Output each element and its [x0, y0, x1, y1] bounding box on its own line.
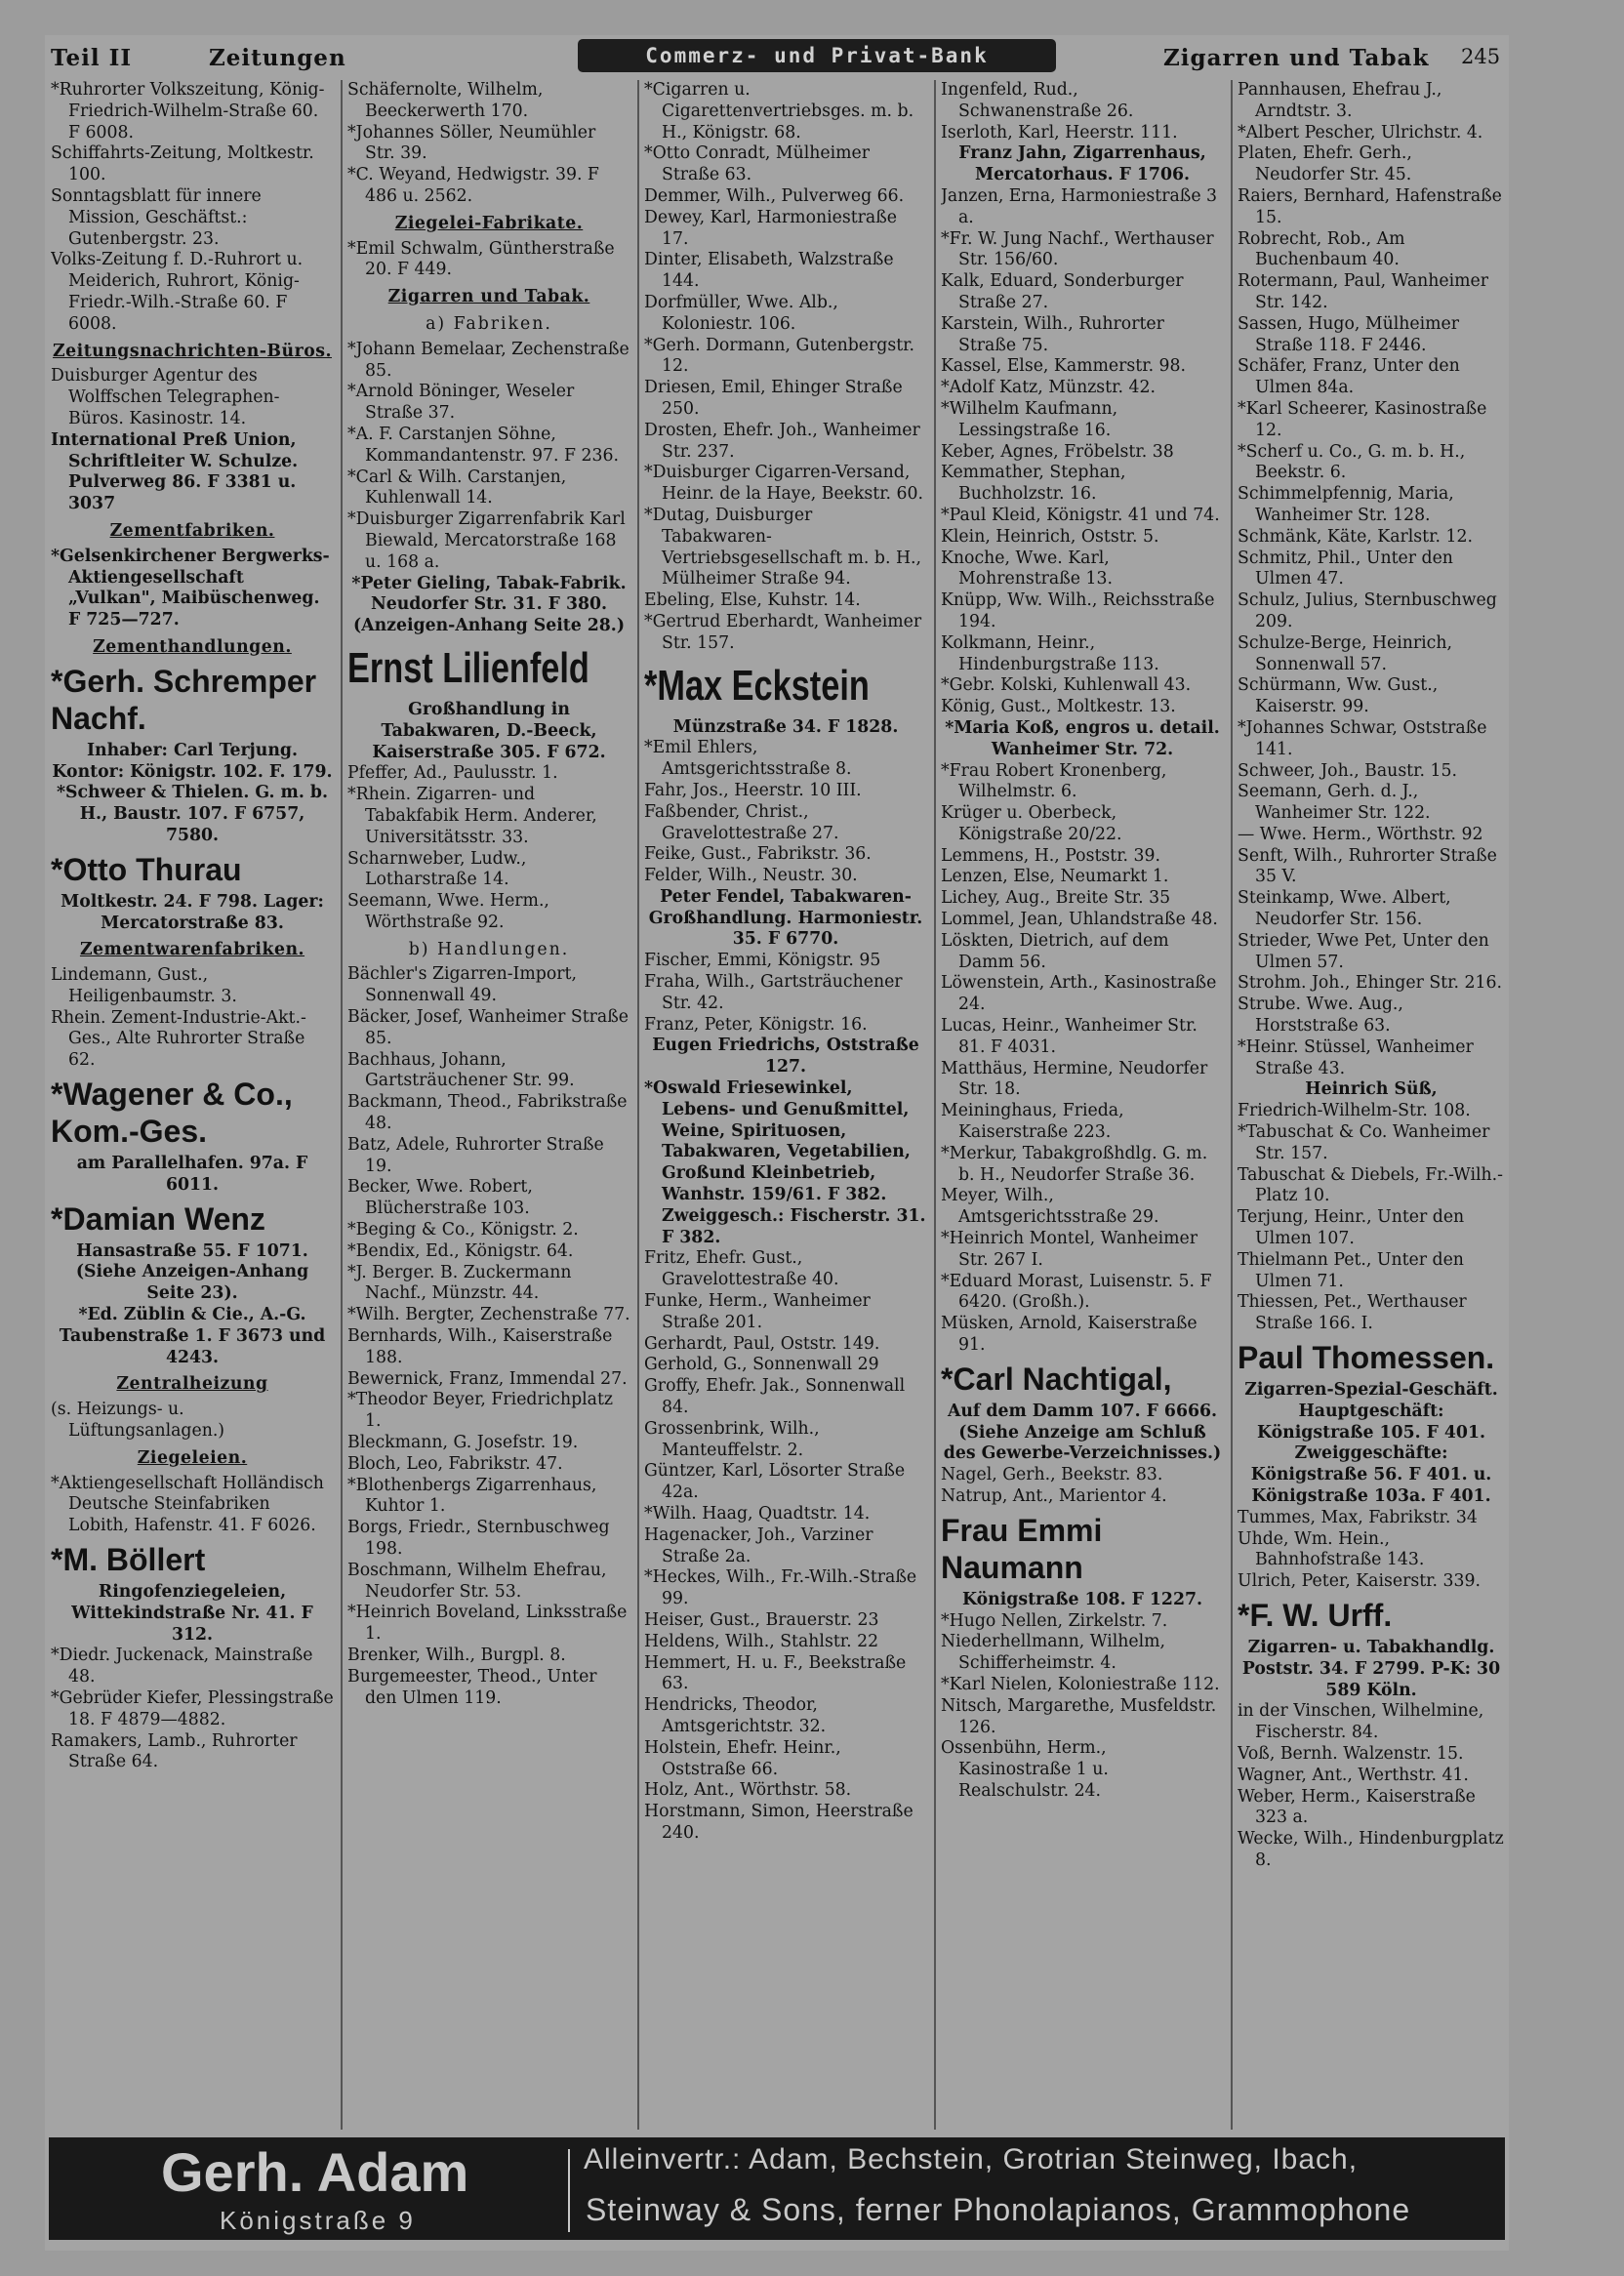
directory-entry: Nitsch, Margarethe, Musfeldstr. 126.: [941, 1695, 1217, 1737]
directory-entry: Weber, Herm., Kaiserstraße 323 a.: [1238, 1786, 1476, 1828]
directory-entry: Seemann, Wwe. Herm., Wörthstraße 92.: [347, 891, 549, 932]
directory-entry: *Bendix, Ed., Königstr. 64.: [347, 1240, 574, 1261]
directory-entry: Wecke, Wilh., Hindenburgplatz 8.: [1238, 1829, 1504, 1870]
subcategory-heading: a) Fabriken.: [426, 313, 552, 334]
directory-entry: Lucas, Heinr., Wanheimer Str. 81. F 4031.: [941, 1016, 1198, 1057]
directory-entry: Löskten, Dietrich, auf dem Damm 56.: [941, 930, 1169, 972]
directory-entry: Rotermann, Paul, Wanheimer Str. 142.: [1238, 271, 1489, 312]
directory-entry: Terjung, Heinr., Unter den Ulmen 107.: [1238, 1207, 1465, 1249]
directory-entry: *C. Weyand, Hedwigstr. 39. F 486 u. 2562.: [347, 165, 599, 206]
directory-entry: *Hugo Nellen, Zirkelstr. 7.: [941, 1610, 1168, 1631]
column-1: [51, 80, 334, 2130]
advertisement-text: Moltkestr. 24. F 798. Lager: Mercatorstraße 83.: [61, 891, 324, 933]
directory-entry: Wagner, Ant., Werthstr. 41.: [1238, 1765, 1469, 1785]
directory-entry: Boschmann, Wilhelm Ehefrau, Neudorfer Str. 53.: [347, 1560, 607, 1602]
advertisement-name: Paul Thomessen.: [1238, 1340, 1495, 1376]
category-heading: Ziegelei-Fabrikate.: [394, 213, 584, 233]
directory-entry: Schulze-Berge, Heinrich, Sonnenwall 57.: [1238, 632, 1452, 674]
directory-entry: Heldens, Wilh., Stahlstr. 22: [644, 1631, 879, 1651]
directory-entry: Schäfernolte, Wilhelm, Beeckerwerth 170.: [347, 80, 544, 121]
advertisement-text: Heinrich Süß,: [1305, 1079, 1438, 1100]
advertiser-name: Gerh. Adam: [161, 2141, 469, 2203]
directory-entry: Hemmert, H. u. F., Beekstraße 63.: [644, 1652, 907, 1694]
directory-entry: Ebeling, Else, Kuhstr. 14.: [644, 590, 861, 611]
directory-entry: Fritz, Ehefr. Gust., Gravelottestraße 40.: [644, 1248, 839, 1290]
directory-entry: Meyer, Wilh., Amtsgerichtsstraße 29.: [941, 1186, 1159, 1228]
directory-entry: *Tabuschat & Co. Wanheimer Str. 157.: [1238, 1122, 1490, 1163]
advertisement-text: Peter Fendel, Tabakwaren-Großhandlung. Harmoniestr. 35. F 6770.: [648, 886, 923, 950]
directory-entry: *Frau Robert Kronenberg, Wilhelmstr. 6.: [941, 760, 1167, 802]
directory-entry: Schiffahrts-Zeitung, Moltkestr. 100.: [51, 143, 314, 185]
section-label: Teil II: [51, 45, 133, 71]
directory-entry: König, Gust., Moltkestr. 13.: [941, 697, 1176, 717]
category-title: Zigarren und Tabak: [1163, 45, 1430, 71]
category-heading: Zeitungsnachrichten-Büros.: [53, 341, 332, 361]
directory-entry: Klein, Heinrich, Oststr. 5.: [941, 526, 1159, 547]
directory-entry: *Emil Schwalm, Güntherstraße 20. F 449.: [347, 238, 615, 280]
directory-entry: Uhde, Wm. Hein., Bahnhofstraße 143.: [1238, 1528, 1425, 1570]
advertisement-name: *Max Eckstein: [644, 661, 870, 710]
directory-entry: Strieder, Wwe Pet, Unter den Ulmen 57.: [1238, 930, 1489, 972]
directory-entry: Lommel, Jean, Uhlandstraße 48.: [941, 910, 1218, 930]
directory-entry: — Wwe. Herm., Wörthstr. 92: [1238, 824, 1483, 844]
directory-entry: Platen, Ehefr. Gerh., Neudorfer Str. 45.: [1238, 143, 1412, 185]
directory-entry: *Heinrich Boveland, Linksstraße 1.: [347, 1603, 628, 1645]
directory-entry: Tabuschat & Diebels, Fr.-Wilh.-Platz 10.: [1238, 1164, 1503, 1206]
directory-entry: Schweer, Joh., Baustr. 15.: [1238, 760, 1457, 781]
directory-entry: Fischer, Emmi, Königstr. 95: [644, 951, 881, 971]
directory-entry: Niederhellmann, Wilhelm, Schifferheimstr. 4.: [941, 1632, 1166, 1674]
directory-entry: Feike, Gust., Fabrikstr. 36.: [644, 844, 872, 865]
directory-entry: Kassel, Else, Kammerstr. 98.: [941, 356, 1187, 377]
directory-entry: *Wilhelm Kaufmann, Lessingstraße 16.: [941, 398, 1118, 440]
directory-entry: Becker, Wwe. Robert, Blücherstraße 103.: [347, 1177, 533, 1219]
directory-entry: Müsken, Arnold, Kaiserstraße 91.: [941, 1314, 1198, 1356]
advertisement-text: Ringofenziegeleien, Wittekindstraße Nr. 41. F 312.: [71, 1582, 313, 1645]
advertisement-text: *Peter Gieling, Tabak-Fabrik. Neudorfer Str. 31. F 380. (Anzeigen-Anhang Seite 28.): [351, 573, 627, 636]
column-3: [644, 80, 927, 2130]
directory-entry: *Oswald Friesewinkel, Lebens- und Genußmittel, Weine, Spirituosen, Tabakwaren, Vegetabilien, Großund Kleinbetrieb, Wanhstr. 159/61. F 382. Zweiggesch.: Fischerstr. 31. F 382.: [644, 1078, 926, 1247]
advertisement-text: *Schweer & Thielen. G. m. b. H., Baustr. 107. F 6757, 7580.: [57, 783, 328, 845]
directory-entry: *Karl Nielen, Koloniestraße 112.: [941, 1674, 1220, 1694]
directory-entry: Horstmann, Simon, Heerstraße 240.: [644, 1802, 914, 1843]
directory-entry: Pfeffer, Ad., Paulusstr. 1.: [347, 763, 558, 784]
category-heading: Zentralheizung: [116, 1374, 268, 1395]
column-divider: [934, 80, 936, 2130]
directory-entry: Voß, Bernh. Walzenstr. 15.: [1238, 1743, 1464, 1764]
directory-entry: Borgs, Friedr., Sternbuschweg 198.: [347, 1518, 610, 1559]
directory-entry: Iserloth, Karl, Heerstr. 111.: [941, 122, 1178, 142]
directory-entry: *Karl Scheerer, Kasinostraße 12.: [1238, 398, 1487, 440]
directory-entry: Krüger u. Oberbeck, Königstraße 20/22.: [941, 803, 1122, 844]
directory-entry: *Duisburger Zigarrenfabrik Karl Biewald, Mercatorstraße 168 u. 168 a.: [347, 509, 626, 572]
advertisement-text: Münzstraße 34. F 1828.: [672, 716, 899, 737]
directory-entry: Thielmann Pet., Unter den Ulmen 71.: [1238, 1249, 1464, 1291]
directory-entry: Dewey, Karl, Harmoniestraße 17.: [644, 207, 897, 249]
directory-entry: *Adolf Katz, Münzstr. 42.: [941, 378, 1156, 398]
directory-entry: Driesen, Emil, Ehinger Straße 250.: [644, 378, 903, 419]
advertisement-name: *Damian Wenz: [51, 1200, 265, 1237]
directory-entry: *Gelsenkirchener Bergwerks-Aktiengesellschaft „Vulkan", Maibüschenweg. F 725—727.: [51, 546, 330, 630]
directory-entry: Knoche, Wwe. Karl, Mohrenstraße 13.: [941, 548, 1113, 589]
advertisement-name: *Wagener & Co., Kom.-Ges.: [51, 1077, 293, 1150]
directory-entry: *Theodor Beyer, Friedrichplatz 1.: [347, 1390, 614, 1432]
directory-entry: Bernhards, Wilh., Kaiserstraße 188.: [347, 1326, 613, 1367]
directory-entry: Friedrich-Wilhelm-Str. 108.: [1238, 1101, 1471, 1121]
directory-entry: Faßbender, Christ., Gravelottestraße 27.: [644, 801, 839, 843]
directory-entry: (s. Heizungs- u. Lüftungsanlagen.): [51, 1400, 225, 1442]
directory-entry: *Paul Kleid, Königstr. 41 und 74.: [941, 505, 1220, 525]
directory-entry: Karstein, Wilh., Ruhrorter Straße 75.: [941, 313, 1164, 355]
directory-entry: Strube. Wwe. Aug., Horststraße 63.: [1238, 995, 1403, 1036]
directory-entry: Natrup, Ant., Marientor 4.: [941, 1486, 1167, 1506]
directory-entry: Ramakers, Lamb., Ruhrorter Straße 64.: [51, 1730, 298, 1772]
directory-entry: Bloch, Leo, Fabrikstr. 47.: [347, 1453, 563, 1474]
directory-entry: Pannhausen, Ehefrau J., Arndtstr. 3.: [1238, 80, 1442, 121]
directory-entry: Raiers, Bernhard, Hafenstraße 15.: [1238, 185, 1502, 227]
directory-entry: *Gertrud Eberhardt, Wanheimer Str. 157.: [644, 611, 922, 653]
page-header: [51, 39, 1505, 78]
advertisement-text: Auf dem Damm 107. F 6666. (Siehe Anzeige am Schluß des Gewerbe-Verzeichnisses.): [943, 1401, 1222, 1464]
column-divider: [1231, 80, 1233, 2130]
directory-entry: *Carl & Wilh. Carstanjen, Kuhlenwall 14.: [347, 467, 567, 508]
directory-entry: *Johann Bemelaar, Zechenstraße 85.: [347, 339, 629, 381]
directory-entry: *Diedr. Juckenack, Mainstraße 48.: [51, 1646, 313, 1687]
directory-entry: Bächler's Zigarren-Import, Sonnenwall 49.: [347, 964, 577, 1006]
category-heading: Zementhandlungen.: [93, 636, 292, 657]
directory-entry: Ulrich, Peter, Kaiserstr. 339.: [1238, 1571, 1482, 1592]
advertisement-name: Frau Emmi Naumann: [941, 1512, 1103, 1585]
directory-entry: Güntzer, Karl, Lösorter Straße 42a.: [644, 1461, 906, 1503]
directory-entry: Grossenbrink, Wilh., Manteuffelstr. 2.: [644, 1418, 820, 1460]
directory-entry: Tummes, Max, Fabrikstr. 34: [1238, 1507, 1478, 1527]
directory-entry: *Blothenbergs Zigarrenhaus, Kuhtor 1.: [347, 1475, 597, 1517]
directory-entry: *Gebrüder Kiefer, Plessingstraße 18. F 4879—4882.: [51, 1688, 334, 1729]
directory-entry: Schimmelpfennig, Maria, Wanheimer Str. 128.: [1238, 484, 1454, 525]
directory-entry: *Scherf u. Co., G. m. b. H., Beekstr. 6.: [1238, 441, 1466, 483]
advertisement-text: Großhandlung in Tabakwaren, D.-Beeck, Kaiserstraße 305. F 672.: [372, 699, 606, 762]
directory-entry: Kemmather, Stephan, Buchholzstr. 16.: [941, 463, 1126, 505]
advertiser-street: Königstraße 9: [220, 2206, 416, 2235]
directory-entry: Schulz, Julius, Sternbuschweg 209.: [1238, 590, 1497, 631]
directory-entry: Brenker, Wilh., Burgpl. 8.: [347, 1645, 566, 1665]
directory-entry: Hendricks, Theodor, Amtsgerichtstr. 32.: [644, 1695, 827, 1736]
directory-entry: Holz, Ant., Wörthstr. 58.: [644, 1780, 852, 1801]
directory-entry: Matthäus, Hermine, Neudorfer Str. 18.: [941, 1058, 1208, 1100]
directory-entry: *Otto Conradt, Mülheimer Straße 63.: [644, 143, 871, 185]
directory-entry: Kalk, Eduard, Sonderburger Straße 27.: [941, 271, 1184, 312]
directory-entry: Drosten, Ehefr. Joh., Wanheimer Str. 237.: [644, 420, 920, 462]
directory-entry: *Dutag, Duisburger Tabakwaren-Vertriebsgesellschaft m. b. H., Mülheimer Straße 94.: [644, 505, 922, 589]
directory-entry: *Emil Ehlers, Amtsgerichtsstraße 8.: [644, 738, 852, 780]
directory-entry: Franz, Peter, Königstr. 16.: [644, 1014, 868, 1035]
advertisement-name: *Gerh. Schremper Nachf.: [51, 663, 317, 736]
directory-entry: *Duisburger Cigarren-Versand, Heinr. de la Haye, Beekstr. 60.: [644, 463, 924, 505]
footer-divider: [568, 2149, 570, 2232]
column-2: [347, 80, 630, 2130]
directory-entry: Batz, Adele, Ruhrorter Straße 19.: [347, 1134, 604, 1176]
directory-entry: Dinter, Elisabeth, Walzstraße 144.: [644, 250, 894, 292]
directory-entry: Groffy, Ehefr. Jak., Sonnenwall 84.: [644, 1376, 906, 1418]
directory-entry: *J. Berger. B. Zuckermann Nachf., Münzstr. 44.: [347, 1262, 572, 1304]
category-heading: Zementwarenfabriken.: [79, 940, 305, 960]
directory-entry: Rhein. Zement-Industrie-Akt.-Ges., Alte Ruhrorter Straße 62.: [51, 1007, 306, 1071]
directory-entry: Lenzen, Else, Neumarkt 1.: [941, 867, 1169, 887]
advertisement-text: Inhaber: Carl Terjung. Kontor: Königstr. 102. F. 179.: [52, 740, 333, 782]
directory-entry: Heiser, Gust., Brauerstr. 23: [644, 1609, 879, 1630]
column-5: [1238, 80, 1505, 2130]
advertisement-text: *Ed. Züblin & Cie., A.-G. Taubenstraße 1. F 3673 und 4243.: [59, 1305, 326, 1367]
directory-entry: Volks-Zeitung f. D.-Ruhrort u. Meiderich, Ruhrort, König-Friedr.-Wilh.-Straße 60. F 6008.: [51, 250, 304, 334]
directory-entry: Backmann, Theod., Fabrikstraße 48.: [347, 1092, 628, 1134]
section-title: Zeitungen: [209, 45, 346, 71]
directory-entry: *Merkur, Tabakgroßhdlg. G. m. b. H., Neudorfer Straße 36.: [941, 1143, 1208, 1185]
page-number: 245: [1461, 45, 1501, 68]
directory-entry: Fahr, Jos., Heerstr. 10 III.: [644, 780, 862, 800]
directory-entry: *Gerh. Dormann, Gutenbergstr. 12.: [644, 335, 915, 377]
directory-entry: Ingenfeld, Rud., Schwanenstraße 26.: [941, 80, 1134, 121]
directory-entry: *Rhein. Zigarren- und Tabakfabik Herm. Anderer, Universitätsstr. 33.: [347, 785, 597, 847]
advertisement-name: *Otto Thurau: [51, 851, 242, 887]
directory-entry: Bäcker, Josef, Wanheimer Straße 85.: [347, 1007, 629, 1048]
directory-entry: Löwenstein, Arth., Kasinostraße 24.: [941, 973, 1217, 1015]
directory-entry: Lemmens, H., Poststr. 39.: [941, 845, 1161, 866]
directory-entry: Bleckmann, G. Josefstr. 19.: [347, 1433, 579, 1453]
directory-entry: *Cigarren u. Cigarettenvertriebsges. m. b. H., Königstr. 68.: [644, 80, 914, 142]
advertisement-text: Hansastraße 55. F 1071. (Siehe Anzeigen-Anhang Seite 23).: [75, 1240, 309, 1304]
directory-entry: *Johannes Söller, Neumühler Str. 39.: [347, 122, 596, 164]
directory-entry: Senft, Wilh., Ruhrorter Straße 35 V.: [1238, 845, 1497, 887]
advertisement-text: *Maria Koß, engros u. detail. Wanheimer Str. 72.: [945, 717, 1220, 759]
directory-entry: in der Vinschen, Wilhelmine, Fischerstr. 84.: [1238, 1701, 1484, 1743]
directory-entry: Keber, Agnes, Fröbelstr. 38: [941, 441, 1174, 462]
advertisement-name: Ernst Lilienfeld: [347, 643, 589, 692]
directory-entry: *Albert Pescher, Ulrichstr. 4.: [1238, 122, 1483, 142]
directory-entry: Bewernick, Franz, Immendal 27.: [347, 1368, 628, 1389]
directory-entry: Seemann, Gerh. d. J., Wanheimer Str. 122.: [1238, 782, 1431, 824]
directory-entry: Gerhold, G., Sonnenwall 29: [644, 1355, 879, 1375]
directory-entry: Hagenacker, Joh., Varziner Straße 2a.: [644, 1524, 873, 1566]
directory-entry: Schäfer, Franz, Unter den Ulmen 84a.: [1238, 356, 1460, 398]
column-4: [941, 80, 1224, 2130]
directory-entry: Dorfmüller, Wwe. Alb., Koloniestr. 106.: [644, 292, 838, 334]
directory-entry: Fraha, Wilh., Gartsträuchener Str. 42.: [644, 972, 903, 1013]
directory-columns: [51, 80, 1505, 2130]
directory-entry: *Aktiengesellschaft Holländisch Deutsche Steinfabriken Lobith, Hafenstr. 41. F 6026.: [51, 1473, 324, 1536]
column-divider: [637, 80, 639, 2130]
directory-entry: Nagel, Gerh., Beekstr. 83.: [941, 1465, 1163, 1485]
advertisement-text: Eugen Friedrichs, Oststraße 127.: [652, 1036, 919, 1077]
directory-entry: Strohm. Joh., Ehinger Str. 216.: [1238, 973, 1502, 994]
category-heading: Ziegeleien.: [137, 1447, 248, 1468]
directory-entry: Bachhaus, Johann, Gartsträuchener Str. 99.: [347, 1049, 575, 1091]
directory-entry: Schmänk, Käte, Karlstr. 12.: [1238, 526, 1473, 547]
advertisement-name: *Carl Nachtigal,: [941, 1361, 1172, 1397]
directory-entry: Lichey, Aug., Breite Str. 35: [941, 888, 1171, 909]
directory-entry: Janzen, Erna, Harmoniestraße 3 a.: [941, 185, 1218, 227]
directory-entry: Funke, Herm., Wanheimer Straße 201.: [644, 1291, 871, 1332]
directory-entry: Meininghaus, Frieda, Kaiserstraße 223.: [941, 1101, 1124, 1143]
directory-entry: Gerhardt, Paul, Oststr. 149.: [644, 1333, 880, 1354]
category-heading: Zigarren und Tabak.: [387, 287, 590, 307]
advertisement-line-2: Steinway & Sons, ferner Phonolapianos, Grammophone: [586, 2192, 1411, 2227]
advertisement-line-1: Alleinvertr.: Adam, Bechstein, Grotrian Steinweg, Ibach,: [584, 2143, 1359, 2175]
directory-entry: Kolkmann, Heinr., Hindenburgstraße 113.: [941, 632, 1159, 674]
advertisement-text: Königstraße 108. F 1227.: [961, 1589, 1203, 1609]
directory-entry: *Eduard Morast, Luisenstr. 5. F 6420. (Großh.).: [941, 1271, 1212, 1313]
directory-entry: Felder, Wilh., Neustr. 30.: [644, 866, 858, 886]
advertisement-text: am Parallelhafen. 97a. F 6011.: [76, 1154, 308, 1195]
directory-entry: Lindemann, Gust., Heiligenbaumstr. 3.: [51, 965, 237, 1006]
subcategory-heading: b) Handlungen.: [408, 939, 570, 959]
directory-entry: Demmer, Wilh., Pulverweg 66.: [644, 185, 905, 206]
directory-entry: *Ruhrorter Volkszeitung, König-Friedrich-Wilhelm-Straße 60. F 6008.: [51, 80, 325, 142]
advertisement-text: Franz Jahn, Zigarrenhaus, Mercatorhaus. F 1706.: [958, 143, 1206, 185]
directory-entry: Thiessen, Pet., Werthauser Straße 166. I.: [1238, 1292, 1467, 1334]
directory-entry: Schürmann, Ww. Gust., Kaiserstr. 99.: [1238, 675, 1439, 717]
directory-entry: *Heckes, Wilh., Fr.-Wilh.-Straße 99.: [644, 1567, 917, 1609]
directory-entry: *Wilh. Haag, Quadtstr. 14.: [644, 1504, 871, 1524]
directory-entry: Schmitz, Phil., Unter den Ulmen 47.: [1238, 548, 1453, 589]
bank-banner: Commerz- und Privat-Bank: [578, 39, 1056, 72]
directory-entry: *Beging & Co., Königstr. 2.: [347, 1220, 579, 1240]
directory-entry: International Preß Union, Schriftleiter W. Schulze. Pulverweg 86. F 3381 u. 3037: [51, 429, 299, 514]
directory-entry: Knüpp, Ww. Wilh., Reichsstraße 194.: [941, 590, 1215, 631]
category-heading: Zementfabriken.: [109, 520, 275, 541]
advertisement-text: Zigarren- u. Tabakhandlg. Poststr. 34. F 2799. P-K: 30 589 Köln.: [1241, 1637, 1501, 1700]
directory-entry: *Heinrich Montel, Wanheimer Str. 267 I.: [941, 1229, 1198, 1270]
advertisement-name: *F. W. Urff.: [1238, 1597, 1393, 1633]
directory-entry: *Arnold Böninger, Weseler Straße 37.: [347, 382, 575, 424]
directory-entry: Ossenbühn, Herm., Kasinostraße 1 u. Realschulstr. 24.: [941, 1738, 1109, 1801]
directory-entry: Burgemeester, Theod., Unter den Ulmen 119.: [347, 1666, 597, 1708]
directory-entry: Sonntagsblatt für innere Mission, Geschäftst.: Gutenbergstr. 23.: [51, 185, 262, 249]
directory-entry: *Johannes Schwar, Oststraße 141.: [1238, 717, 1487, 759]
directory-entry: *Heinr. Stüssel, Wanheimer Straße 43.: [1238, 1036, 1474, 1078]
directory-entry: *A. F. Carstanjen Söhne, Kommandantenstr. 97. F 236.: [347, 424, 619, 466]
directory-entry: *Gebr. Kolski, Kuhlenwall 43.: [941, 675, 1192, 696]
directory-entry: Holstein, Ehefr. Heinr., Oststraße 66.: [644, 1737, 841, 1779]
directory-entry: Sassen, Hugo, Mülheimer Straße 118. F 2446.: [1238, 313, 1459, 355]
advertisement-name: *M. Böllert: [51, 1542, 206, 1578]
directory-entry: Steinkamp, Wwe. Albert, Neudorfer Str. 156.: [1238, 888, 1451, 930]
column-divider: [341, 80, 343, 2130]
directory-entry: Robrecht, Rob., Am Buchenbaum 40.: [1238, 228, 1405, 270]
advertisement-text: Zigarren-Spezial-Geschäft. Hauptgeschäft: Königstraße 105. F 401. Zweiggeschäfte: Königstraße 56. F 401. u. Königstraße 103a. F 401.: [1244, 1380, 1498, 1506]
directory-entry: *Wilh. Bergter, Zechenstraße 77.: [347, 1305, 630, 1325]
directory-entry: *Fr. W. Jung Nachf., Werthauser Str. 156/60.: [941, 228, 1214, 270]
advertisement-footer: [49, 2137, 1505, 2240]
directory-entry: Scharnweber, Ludw., Lotharstraße 14.: [347, 848, 527, 890]
directory-entry: Duisburger Agentur des Wolffschen Telegraphen-Büros. Kasinostr. 14.: [51, 366, 280, 428]
